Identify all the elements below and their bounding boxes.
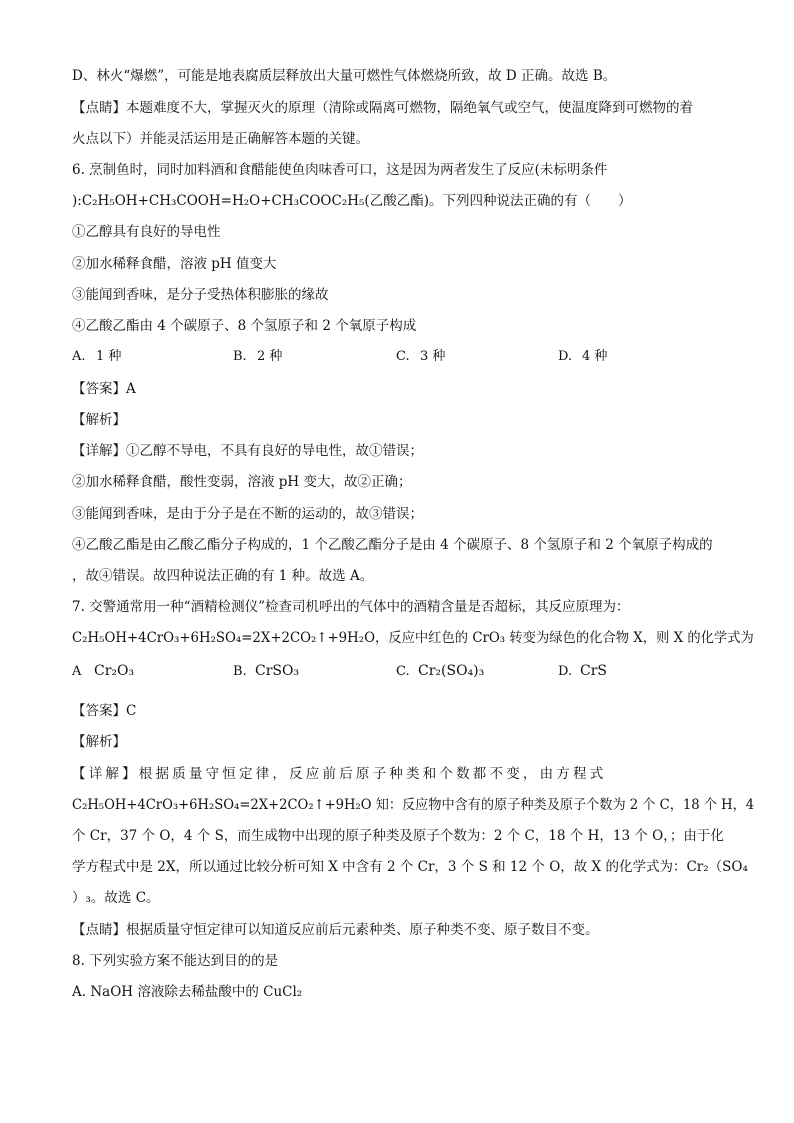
q6-statement-2: ②加水稀释食醋，溶液 pH 值变大: [72, 256, 277, 272]
q7-equation: C₂H₅OH+4CrO₃+6H₂SO₄=2X+2CO₂↑+9H₂O，反应中红色的 CrO₃ 转变为绿色的化合物 X，则 X 的化学式为: [72, 630, 754, 646]
q6-option-c: [396, 346, 445, 368]
q6-analysis-heading: 【解析】: [72, 412, 126, 428]
option-text: 3 种: [420, 349, 446, 364]
q6-option-d: [558, 346, 607, 368]
q7-answer: 【答案】C: [72, 703, 137, 719]
q7-option-b: [233, 660, 299, 683]
q8-option-a: A. NaOH 溶液除去稀盐酸中的 CuCl₂: [72, 984, 303, 1000]
option-label: B.: [233, 664, 247, 679]
option-text: Cr₂O₃: [94, 663, 135, 679]
q6-detail-5: ，故④错误。故四种说法正确的有 1 种。故选 A。: [72, 568, 374, 584]
q7-option-c: [396, 660, 484, 683]
q6-statement-1: ①乙醇具有良好的导电性: [72, 224, 221, 240]
q6-option-b: [233, 346, 282, 368]
option-text: CrS: [580, 663, 607, 679]
q5-tip-line-2: 火点以下）并能灵活运用是正确解答本题的关键。: [72, 131, 369, 147]
option-label: A.: [72, 349, 86, 364]
q6-answer: 【答案】A: [72, 381, 136, 397]
q6-detail-4: ④乙酸乙酯是由乙酸乙酯分子构成的，1 个乙酸乙酯分子是由 4 个碳原子、8 个氢原子和 2 个氧原子构成的: [72, 537, 713, 553]
q6-detail-2: ②加水稀释食醋，酸性变弱，溶液 pH 变大，故②正确；: [72, 474, 412, 490]
option-text: 2 种: [257, 349, 283, 364]
option-text: Cr₂(SO₄)₃: [418, 663, 485, 679]
q7-detail-3: 个 Cr，37 个 O，4 个 S，而生成物中出现的原子种类及原子个数为：2 个 C，18 个 H，13 个 O，；由于化: [72, 828, 724, 844]
q6-equation: ):C₂H₅OH+CH₃COOH=H₂O+CH₃COOC₂H₅(乙酸乙酯)。下列四种说法正确的有（ ）: [72, 193, 632, 209]
q8-stem: 8. 下列实验方案不能达到目的的是: [72, 953, 279, 969]
q7-tip: 【点睛】根据质量守恒定律可以知道反应前后元素种类、原子种类不变、原子数目不变。: [72, 922, 599, 938]
option-label: C.: [396, 664, 410, 679]
q7-option-d: [558, 660, 607, 683]
option-label: A: [72, 664, 82, 679]
option-text: 1 种: [96, 349, 122, 364]
q6-statement-3: ③能闻到香味，是分子受热体积膨胀的缘故: [72, 287, 329, 303]
q7-detail-5: ）₃。故选 C。: [72, 890, 160, 906]
q6-stem: 6. 烹制鱼时，同时加料酒和食醋能使鱼肉味香可口，这是因为两者发生了反应(未标明条件: [72, 162, 608, 178]
q6-detail-3: ③能闻到香味，是由于分子是在不断的运动的，故③错误；: [72, 506, 423, 522]
q7-option-a: [72, 660, 134, 683]
q7-options: [72, 660, 732, 682]
option-text: 4 种: [582, 349, 608, 364]
option-label: B.: [233, 349, 247, 364]
option-text: CrSO₃: [255, 663, 300, 679]
q6-option-a: [72, 346, 121, 368]
q6-options: [72, 346, 732, 368]
q6-statement-4: ④乙酸乙酯由 4 个碳原子、8 个氢原子和 2 个氧原子构成: [72, 318, 417, 334]
q5-option-d-explanation: D、林火“爆燃”，可能是地表腐质层释放出大量可燃性气体燃烧所致，故 D 正确。故选 B。: [72, 68, 617, 84]
q7-stem: 7. 交警通常用一种“酒精检测仪”检查司机呼出的气体中的酒精含量是否超标，其反应原理为：: [72, 599, 630, 615]
q7-detail-2: C₂H₅OH+4CrO₃+6H₂SO₄=2X+2CO₂↑+9H₂O 知：反应物中含有的原子种类及原子个数为 2 个 C，18 个 H，4: [72, 797, 755, 813]
q5-tip-line-1: 【点睛】本题难度不大，掌握灭火的原理（清除或隔离可燃物，隔绝氧气或空气，使温度降到可燃物的着: [72, 100, 693, 116]
q7-detail-4: 学方程式中是 2X，所以通过比较分析可知 X 中含有 2 个 Cr，3 个 S 和 12 个 O，故 X 的化学式为：Cr₂（SO₄: [72, 859, 748, 875]
option-label: C.: [396, 349, 410, 364]
option-label: D.: [558, 664, 573, 679]
option-label: D.: [558, 349, 573, 364]
q7-analysis-heading: 【解析】: [72, 734, 126, 750]
q7-detail-1: 【详解】根据质量守恒定律，反应前后原子种类和个数都不变，由方程式: [72, 766, 607, 782]
q6-detail-1: 【详解】①乙醇不导电，不具有良好的导电性，故①错误；: [72, 443, 423, 459]
